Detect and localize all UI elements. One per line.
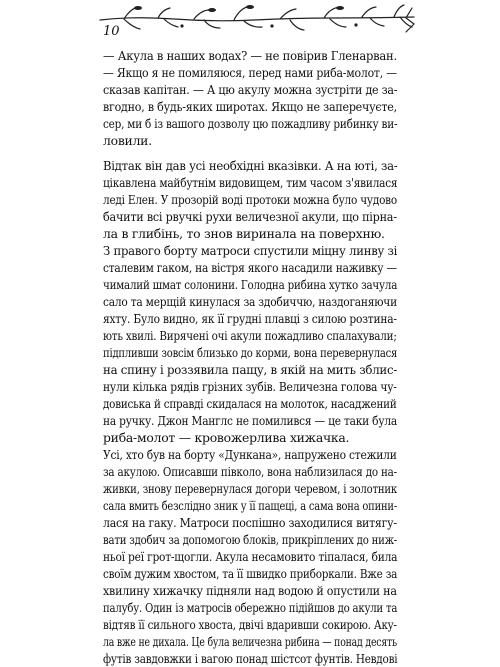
text-line: ньої реї грот-щогли. Акула несамовито тіпалася, била xyxy=(103,549,398,564)
text-line: своїм дужим хвостом, та її швидко приборкали. Вже за xyxy=(103,566,398,581)
text-line: футів завдовжки і вагою понад шістсот фунтів. Невдові xyxy=(103,651,398,666)
body-text xyxy=(103,47,397,667)
text-line: З правого борту матроси спустили міцну линву зі xyxy=(103,243,398,258)
botanical-vignette-icon xyxy=(94,2,420,42)
text-line: ла в глибінь, то знов виринала на поверхню. xyxy=(103,226,385,241)
text-line: на спину і роззявила пащу, в якій на мить зблис- xyxy=(103,362,398,377)
text-line: цікавлена майбутнім видовищем, тим часом з'явилася xyxy=(103,175,398,190)
text-line: сер, ми б із вашого дозволу цю пожадливу рибинку ви- xyxy=(103,116,398,131)
text-line: ють хвилі. Вирячені очі акули пожадливо спалахували; xyxy=(103,328,397,343)
text-line: відтяв її сильного хвоста, двічі вдаривши сокирою. Аку- xyxy=(103,617,397,632)
text-line: вати здобич за допомогою блоків, прикріплених до ниж- xyxy=(103,532,398,547)
text-line: сала вмить безслідно зник у її пащеці, а сама вона опини- xyxy=(103,498,397,513)
text-line: бачити всі рвучкі рухи величезної акули, що пірна- xyxy=(103,209,397,224)
text-line: хвилину хижачку підняли над водою й опустили на xyxy=(103,583,397,598)
text-line: за акулою. Описавши півколо, вона наблизилася до на- xyxy=(103,464,397,479)
text-line: сало та мерщій кинулася за здобиччю, наздоганяючи xyxy=(103,294,397,309)
text-line: лася на гаку. Матроси поспішно заходилися витягу- xyxy=(103,515,397,530)
page-number: 10 xyxy=(103,24,120,39)
paragraph xyxy=(103,64,397,149)
text-line: Відтак він дав усі необхідні вказівки. А на юті, за- xyxy=(103,158,398,173)
text-line: — Акула в наших водах? — не повірив Гленарван. xyxy=(103,48,397,63)
text-line: сталевим гаком, на вістря якого насадили наживку — xyxy=(103,260,397,275)
text-line: Усі, хто був на борту «Дункана», напружено стежили xyxy=(103,447,397,462)
text-line: риба-молот — кровожерлива хижачка. xyxy=(103,430,350,445)
text-line: нули кілька рядів грізних зубів. Величезна голова чу- xyxy=(103,379,397,394)
paragraph xyxy=(103,446,397,667)
text-line: сказав капітан. — А цю акулу можна зустріти де за- xyxy=(103,82,398,97)
text-line: довиська й справді скидалася на молоток, насаджений xyxy=(103,396,397,411)
text-line: палубу. Один із матросів обережно підійшов до акули та xyxy=(103,600,398,615)
text-line: чималий шмат солонини. Голодна рибина хутко зачула xyxy=(103,277,398,292)
text-line: яхту. Було видно, як її грудні плавці з силою розтина- xyxy=(103,311,397,326)
text-line: на ручку. Джон Манглс не помилився — це таки була xyxy=(103,413,398,428)
text-line: підпливши зовсім близько до корми, вона перевернулася xyxy=(103,345,398,360)
text-line: вгодно, в будь-яких широтах. Якщо не заперечуєте, xyxy=(103,99,397,114)
text-line: живки, знову перевернулася догори черевом, і золотник xyxy=(103,481,398,496)
text-line: ловили. xyxy=(103,133,152,148)
text-line: — Якщо я не помиляюся, перед нами риба-молот, — xyxy=(103,65,397,80)
text-line: леді Елен. У прозорій воді протоки можна було чудово xyxy=(103,192,397,207)
text-line: ла вже не дихала. Це була величезна рибина — понад десять xyxy=(103,634,397,649)
paragraph xyxy=(103,47,397,64)
paragraph xyxy=(103,157,397,242)
paragraph xyxy=(103,242,397,446)
